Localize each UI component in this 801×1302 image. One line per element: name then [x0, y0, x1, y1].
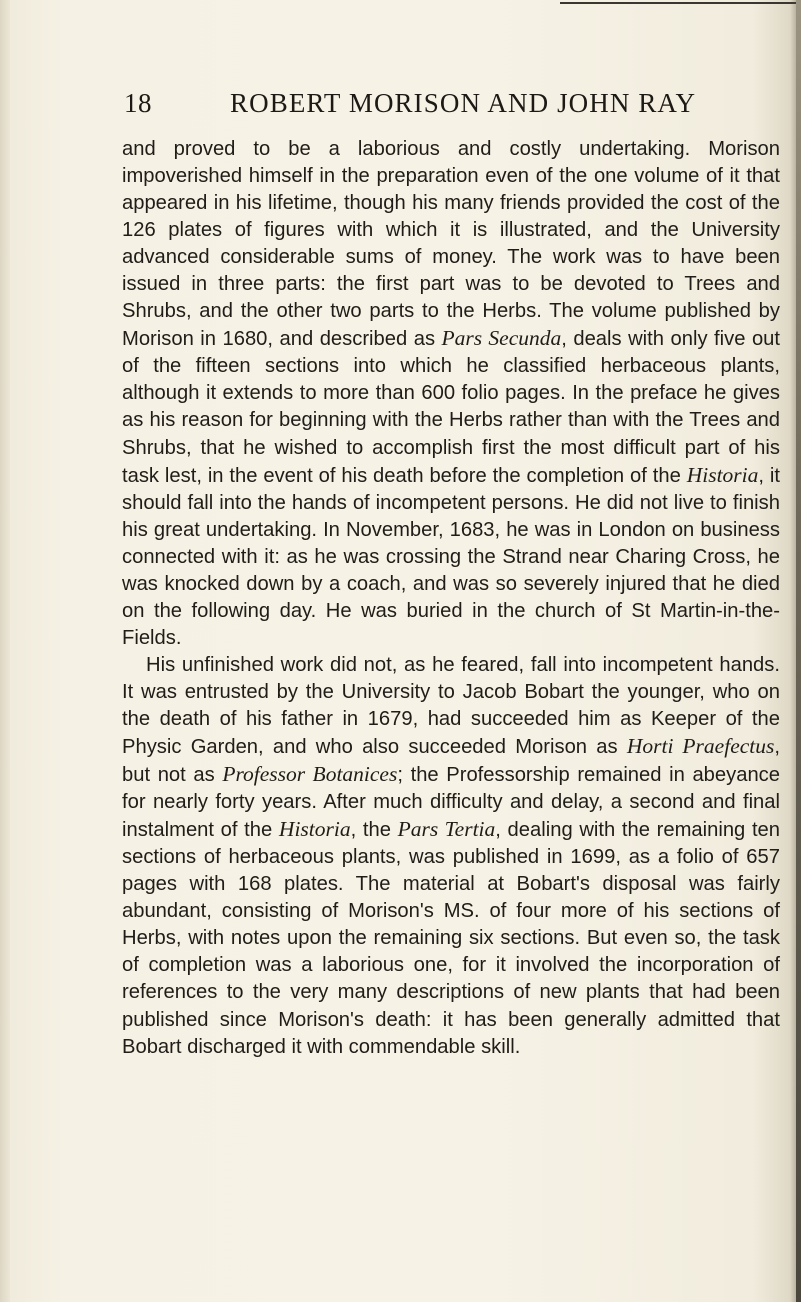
paragraph-2-text-3: ; the Professorship remained in abeyance for nearly forty years. After much difficulty and delay, a second and final instalment of the [122, 764, 781, 842]
body-text [122, 136, 780, 1061]
paragraph-1-text-1: and proved to be a laborious and costly undertaking. Morison impoverished himself in the preparation even of the one volume of it that appeared in his lifetime, though his many friends provided the cost of the 126 plates of figures with which it is illustrated, and the University advanced considerable sums of money. The work was to have been issued in three parts: the first part was to be devoted to Trees and Shrubs, and the other two parts to the Herbs. The volume published by Morison in 1680, and described as [122, 138, 780, 351]
paragraph-2-text-5: , dealing with the remaining ten sections of herbaceous plants, was published in 1699, as a folio of 657 pages with 168 plates. The material at Bobart's disposal was fairly abundant, consisting of Morison's MS. of four more of his sections of Herbs, with notes upon the remaining six sections. But even so, the task of completion was a laborious one, for it involved the incorporation of references to the very many descriptions of new plants that had been published since Morison's death: it has been generally admitted that Bobart discharged it with commendable skill. [122, 819, 781, 1058]
paragraph-1-text-2: , deals with only five out of the fifteen sections into which he classified herbaceous plants, although it extends to more than 600 folio pages. In the preface he gives as his reason for beginning with the Herbs rather than with the Trees and Shrubs, that he wished to accomplish first the most difficult part of his task lest, in the event of his death before the completion of the [122, 328, 781, 487]
paragraph-1-italic-1: Pars Secunda [441, 326, 562, 351]
top-edge-line [560, 2, 801, 4]
paragraph-2-italic-1: Horti Praefectus [626, 734, 775, 759]
page-number: 18 [124, 88, 152, 118]
page-header [0, 87, 801, 127]
page-edge [796, 0, 801, 1302]
paragraph-2 [122, 652, 780, 1061]
paragraph-1 [122, 136, 780, 652]
paragraph-2-italic-3: Historia [278, 817, 351, 842]
paragraph-1-text-3: , it should fall into the hands of incompetent persons. He did not live to finish his great undertaking. In November, 1683, he was in London on business connected with it: as he was crossing the Strand near Charing Cross, he was knocked down by a coach, and was so severely injured that he died on the following day. He was buried in the church of St Martin-in-the-Fields. [122, 464, 780, 649]
running-head: ROBERT MORISON AND JOHN RAY [230, 88, 697, 118]
paragraph-2-italic-2: Professor Botanices [222, 762, 398, 787]
page-gutter-shadow [0, 0, 10, 1302]
paragraph-2-text-1: His unfinished work did not, as he feared, fall into incompetent hands. It was entrusted by the University to Jacob Bobart the younger, who on the death of his father in 1679, had succeeded him as Keeper of the Physic Garden, and who also succeeded Morison as [122, 653, 780, 759]
paragraph-2-italic-4: Pars Tertia [397, 817, 496, 842]
paragraph-2-text-4: , the [350, 819, 398, 842]
paragraph-2-text-2: , but not as [122, 736, 780, 787]
paragraph-1-italic-2: Historia [686, 462, 759, 487]
